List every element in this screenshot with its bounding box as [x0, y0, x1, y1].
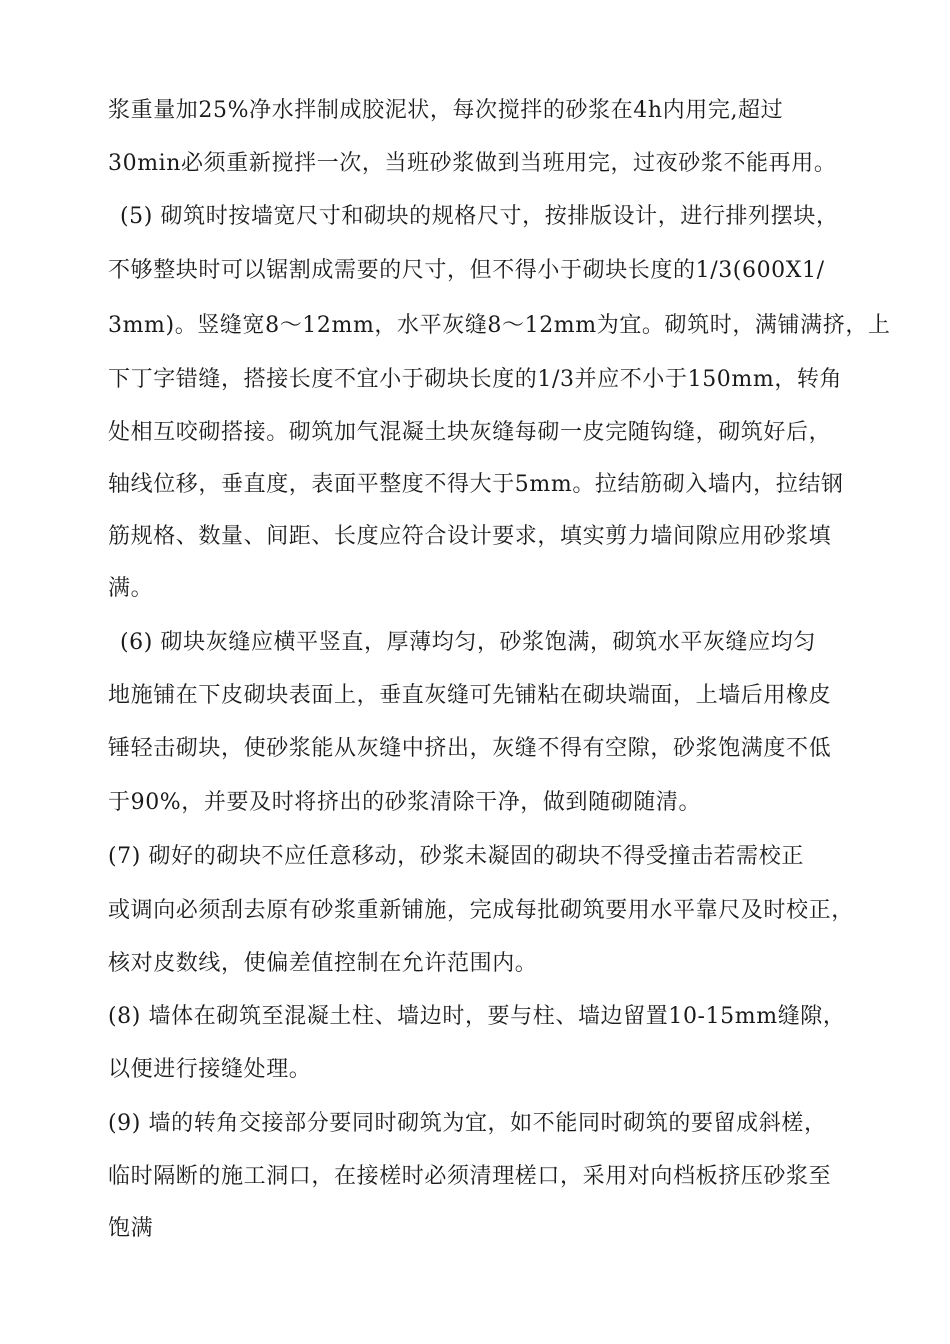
paragraph-line: (9) 墙的转角交接部分要同时砌筑为宜，如不能同时砌筑的要留成斜槎，: [108, 1111, 827, 1136]
paragraph-line: 锤轻击砌块，使砂浆能从灰缝中挤出，灰缝不得有空隙，砂浆饱满度不低: [108, 736, 832, 761]
paragraph-line: 地施铺在下皮砌块表面上，垂直灰缝可先铺粘在砌块端面，上墙后用橡皮: [108, 683, 832, 708]
paragraph-line: 30min必须重新搅拌一次，当班砂浆做到当班用完，过夜砂浆不能再用。: [108, 151, 837, 176]
paragraph-line: 3mm)。竖缝宽8～12mm，水平灰缝8～12mm为宜。砌筑时，满铺满挤，上: [108, 313, 891, 338]
paragraph-line: (7) 砌好的砌块不应任意移动，砂浆未凝固的砌块不得受撞击若需校正: [108, 844, 804, 869]
paragraph-line: 满。: [108, 576, 154, 601]
paragraph-line: (8) 墙体在砌筑至混凝土柱、墙边时，要与柱、墙边留置10-15mm缝隙，: [108, 1004, 846, 1029]
paragraph-line: 或调向必须刮去原有砂浆重新铺施，完成每批砌筑要用水平靠尺及时校正，: [108, 898, 854, 923]
paragraph-line: 下丁字错缝，搭接长度不宜小于砌块长度的1/3并应不小于150mm，转角: [108, 367, 843, 392]
paragraph-line: 处相互咬砌搭接。砌筑加气混凝土块灰缝每砌一皮完随钩缝，砌筑好后，: [108, 420, 832, 445]
paragraph-line: 饱满: [108, 1216, 154, 1241]
paragraph-line: 临时隔断的施工洞口，在接槎时必须清理槎口，采用对向档板挤压砂浆至: [108, 1164, 832, 1189]
paragraph-line: 不够整块时可以锯割成需要的尺寸，但不得小于砌块长度的1/3(600X1/: [108, 258, 825, 283]
paragraph-line: 以便进行接缝处理。: [108, 1057, 312, 1082]
paragraph-line: 筋规格、数量、间距、长度应符合设计要求，填实剪力墙间隙应用砂浆填: [108, 524, 832, 549]
paragraph-line: 于90%，并要及时将挤出的砂浆清除干净，做到随砌随清。: [108, 790, 702, 815]
paragraph-line: 轴线位移，垂直度，表面平整度不得大于5mm。拉结筋砌入墙内，拉结钢: [108, 472, 844, 497]
paragraph-line: 浆重量加25%净水拌制成胶泥状，每次搅拌的砂浆在4h内用完,超过: [108, 98, 784, 123]
paragraph-line: 核对皮数线，使偏差值控制在允许范围内。: [108, 951, 538, 976]
paragraph-line: (6) 砌块灰缝应横平竖直，厚薄均匀，砂浆饱满，砌筑水平灰缝应均匀: [120, 630, 816, 655]
paragraph-line: (5) 砌筑时按墙宽尺寸和砌块的规格尺寸，按排版设计，进行排列摆块，: [120, 204, 839, 229]
